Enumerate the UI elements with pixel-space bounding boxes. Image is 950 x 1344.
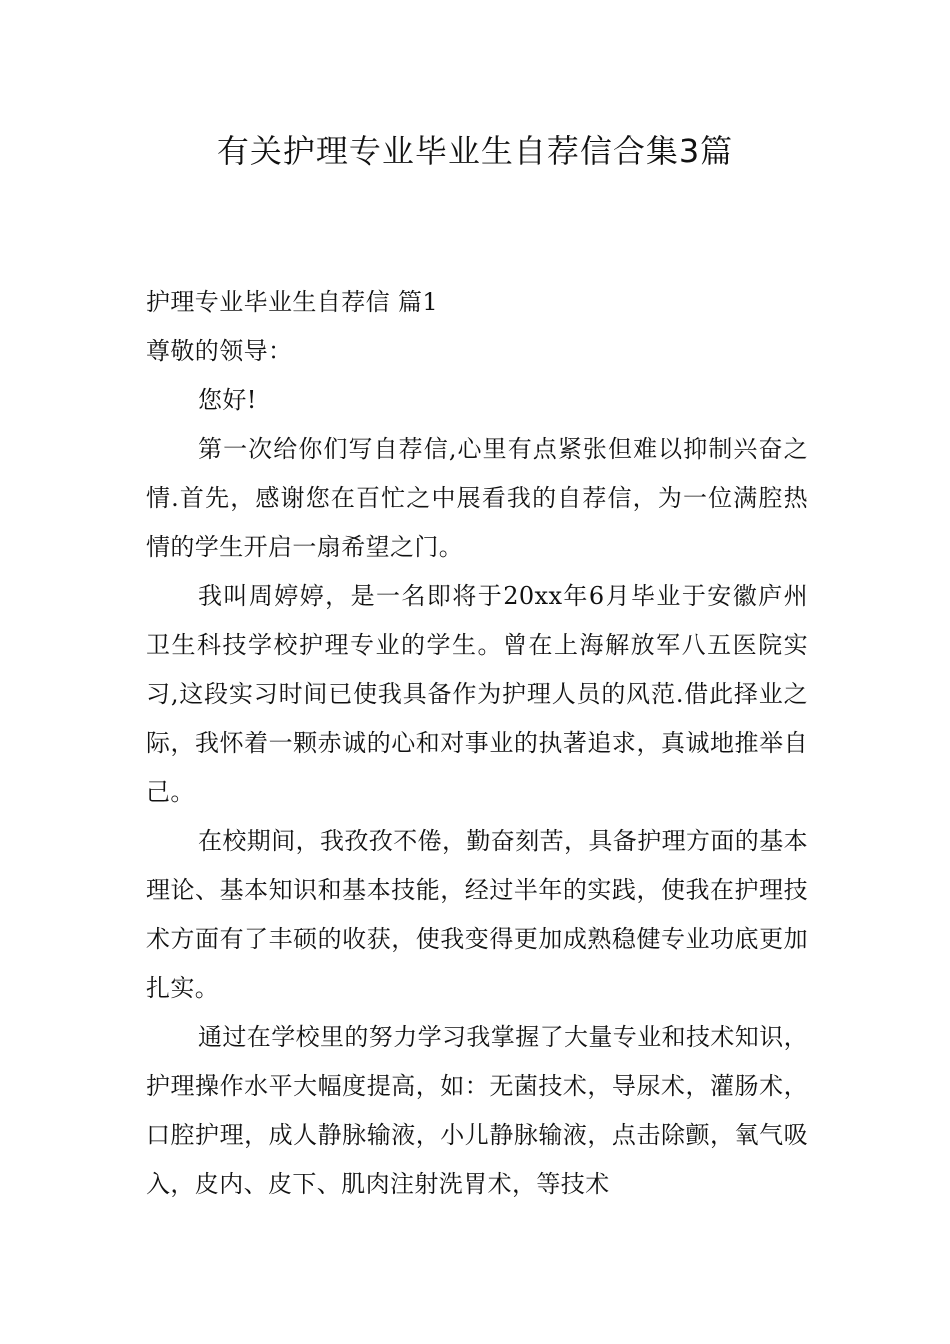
paragraph: 我叫周婷婷，是一名即将于20xx年6月毕业于安徽庐州卫生科技学校护理专业的学生。曾在上海解放军八五医院实习,这段实习时间已使我具备作为护理人员的风范.借此择业之际，我怀着一颗赤诚的心和对事业的执著追求，真诚地推举自己。 xyxy=(146,582,808,806)
greeting: 您好! xyxy=(198,386,257,414)
salutation: 尊敬的领导： xyxy=(146,337,293,365)
paragraph: 通过在学校里的努力学习我掌握了大量专业和技术知识，护理操作水平大幅度提高，如：无菌技术，导尿术，灌肠术，口腔护理，成人静脉输液，小儿静脉输液，点击除颤，氧气吸入，皮内、皮下、肌肉注射洗胃术，等技术 xyxy=(146,1023,808,1198)
document-body xyxy=(146,278,808,1209)
section-heading: 护理专业毕业生自荐信 篇1 xyxy=(146,288,439,316)
paragraph: 在校期间，我孜孜不倦，勤奋刻苦，具备护理方面的基本理论、基本知识和基本技能，经过半年的实践，使我在护理技术方面有了丰硕的收获，使我变得更加成熟稳健专业功底更加扎实。 xyxy=(146,827,808,1002)
document-title: 有关护理专业毕业生自荐信合集3篇 xyxy=(216,132,734,170)
paragraph: 第一次给你们写自荐信,心里有点紧张但难以抑制兴奋之情.首先，感谢您在百忙之中展看我的自荐信，为一位满腔热情的学生开启一扇希望之门。 xyxy=(146,435,808,561)
